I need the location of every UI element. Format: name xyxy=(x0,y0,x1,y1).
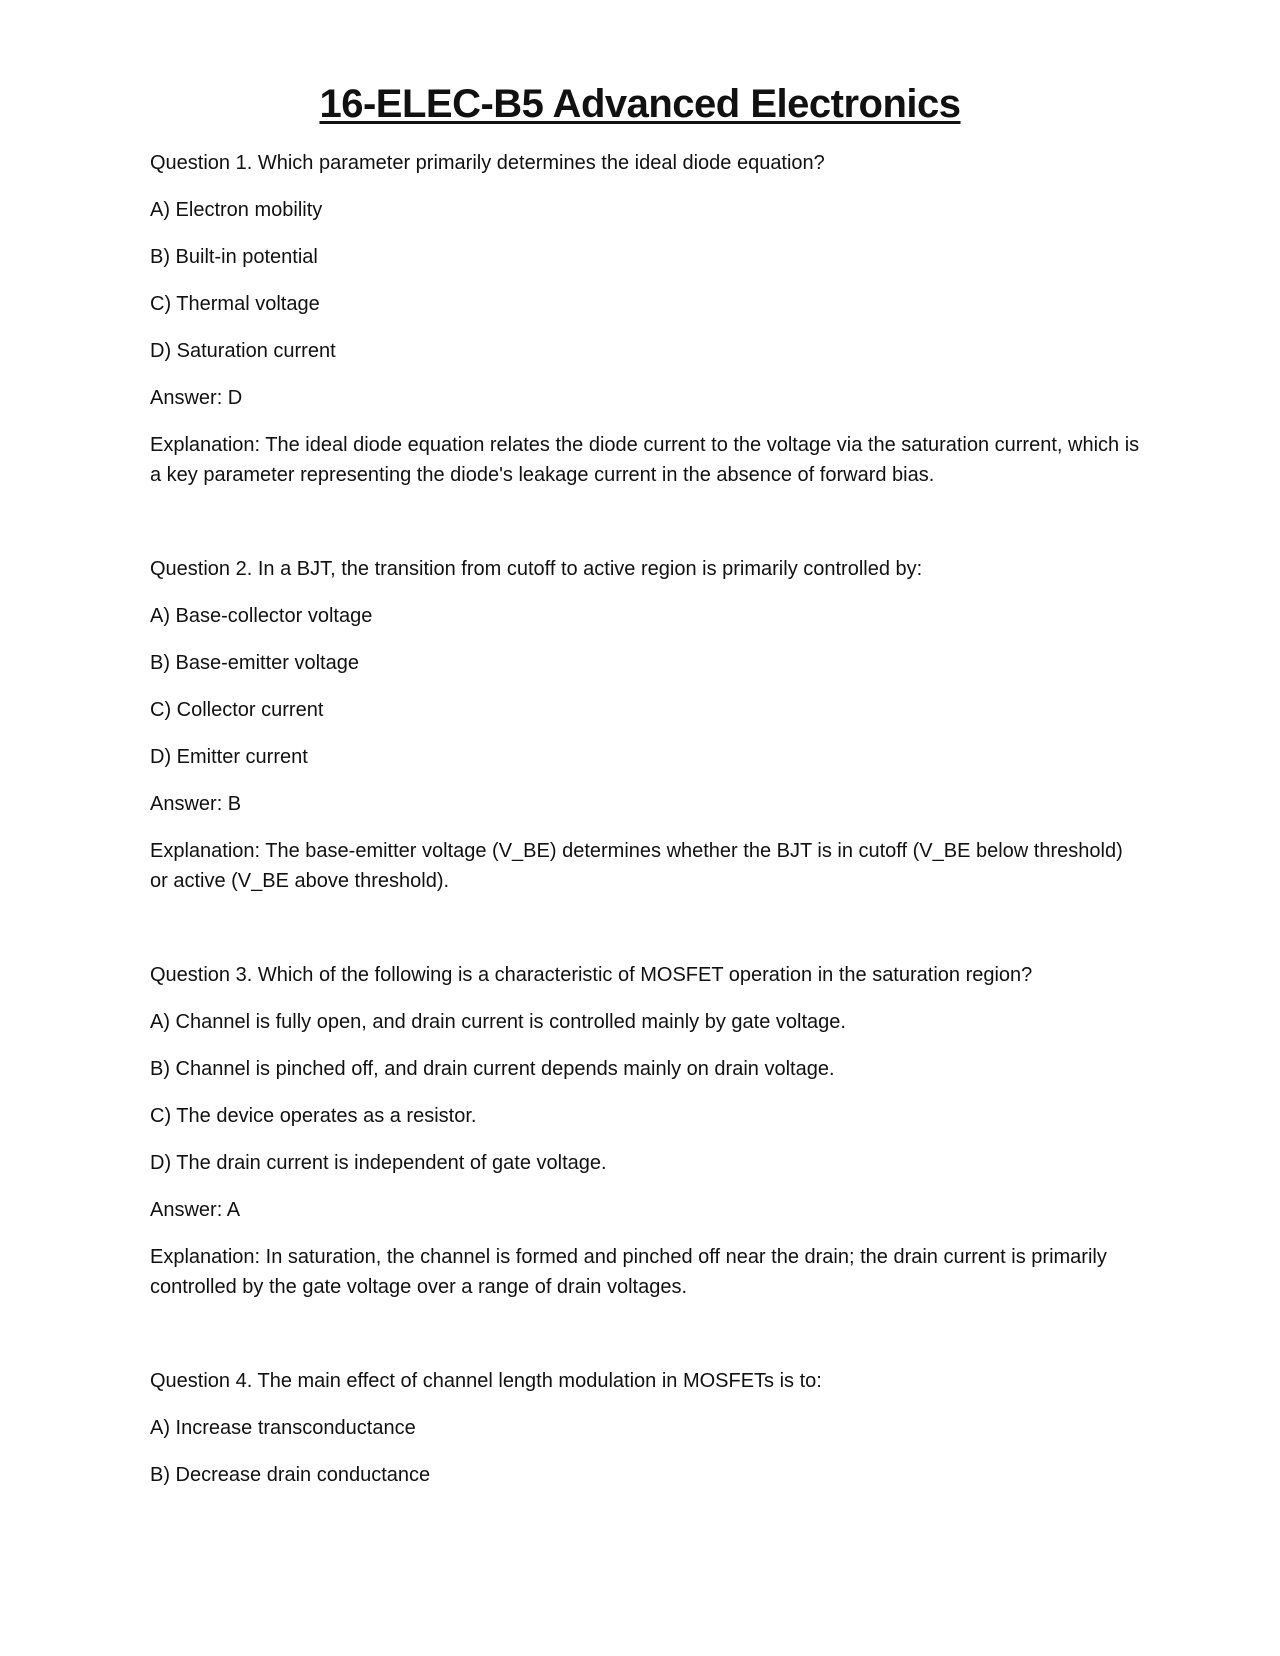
question-block-3 xyxy=(150,960,1140,1302)
option-c: C) The device operates as a resistor. xyxy=(150,1105,477,1127)
question-text: Question 3. Which of the following is a characteristic of MOSFET operation in the saturation region? xyxy=(150,964,1033,986)
option-d: D) Saturation current xyxy=(150,340,336,362)
option-a: A) Channel is fully open, and drain current is controlled mainly by gate voltage. xyxy=(150,1011,846,1033)
explanation-text: Explanation: The ideal diode equation relates the diode current to the voltage via the saturation current, which is a key parameter representing the diode's leakage current in the absence of forward bias. xyxy=(150,434,1140,486)
question-block-1 xyxy=(150,148,1140,490)
explanation-text: Explanation: The base-emitter voltage (V_BE) determines whether the BJT is in cutoff (V_BE below threshold) or active (V_BE above threshold). xyxy=(150,840,1123,892)
question-block-4 xyxy=(150,1366,1140,1490)
explanation-text: Explanation: In saturation, the channel is formed and pinched off near the drain; the drain current is primarily controlled by the gate voltage over a range of drain voltages. xyxy=(150,1246,1107,1298)
option-c: C) Collector current xyxy=(150,699,324,721)
option-b: B) Base-emitter voltage xyxy=(150,652,359,674)
question-text: Question 1. Which parameter primarily determines the ideal diode equation? xyxy=(150,152,825,174)
question-block-2 xyxy=(150,554,1140,896)
answer-text: Answer: D xyxy=(150,387,243,409)
document-body xyxy=(150,148,1140,1507)
option-d: D) The drain current is independent of gate voltage. xyxy=(150,1152,607,1174)
answer-text: Answer: A xyxy=(150,1199,241,1221)
option-b: B) Decrease drain conductance xyxy=(150,1464,431,1486)
option-a: A) Electron mobility xyxy=(150,199,323,221)
question-text: Question 2. In a BJT, the transition from cutoff to active region is primarily controlled by: xyxy=(150,558,923,580)
option-b: B) Built-in potential xyxy=(150,246,318,268)
answer-text: Answer: B xyxy=(150,793,242,815)
option-d: D) Emitter current xyxy=(150,746,308,768)
option-b: B) Channel is pinched off, and drain current depends mainly on drain voltage. xyxy=(150,1058,835,1080)
option-a: A) Base-collector voltage xyxy=(150,605,373,627)
option-c: C) Thermal voltage xyxy=(150,293,320,315)
question-text: Question 4. The main effect of channel length modulation in MOSFETs is to: xyxy=(150,1370,822,1392)
document-title: 16-ELEC-B5 Advanced Electronics xyxy=(319,82,961,126)
option-a: A) Increase transconductance xyxy=(150,1417,416,1439)
